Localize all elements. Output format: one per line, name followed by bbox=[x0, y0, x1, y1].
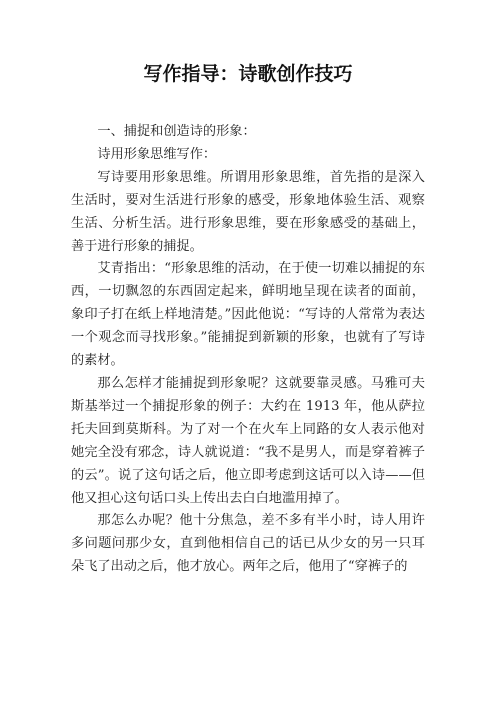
paragraph-continuation: 那怎么办呢？他十分焦急，差不多有半小时，诗人用许多问题问那少女，直到他相信自己的话已从少女的另一只耳朵飞了出动之后，他才放心。两年之后，他用了“穿裤子的 bbox=[71, 513, 425, 575]
paragraph-mayakovsky-example: 那么怎样才能捕捉到形象呢？这就要靠灵感。马雅可夫斯基举过一个捕捉形象的例子：大约在 1913 年，他从萨拉托夫回到莫斯科。为了对一个在火车上同路的女人表示他对她完全没有邪念，诗人就说道：“我不是男人，而是穿着裤子的云”。说了这句话之后，他立即考虑到这话可以入诗——但他又担心这句话口头上传出去白白地滥用掉了。 bbox=[71, 375, 425, 506]
document-body bbox=[71, 121, 425, 579]
paragraph-subheading: 诗用形象思维写作： bbox=[97, 146, 217, 162]
paragraph-image-thinking: 写诗要用形象思维。所谓用形象思维，首先指的是深入生活时，要对生活进行形象的感受，形象地体验生活、观察生活、分析生活。进行形象思维，要在形象感受的基础上，善于进行形象的捕捉。 bbox=[71, 169, 425, 254]
paragraph-section-heading: 一、捕捉和创造诗的形象： bbox=[97, 124, 256, 139]
paragraph-ai-qing-quote: 艾青指出：“形象思维的活动，在于使一切难以捕捉的东西，一切飘忽的东西固定起来，鲜明地呈现在读者的面前，象印子打在纸上样地清楚。”因此他说：“写诗的人常常为表达一个观念而寻找形象。”能捕捉到新颖的形象，也就有了写诗的素材。 bbox=[71, 261, 425, 369]
document-title: 写作指导：诗歌创作技巧 bbox=[143, 63, 353, 85]
